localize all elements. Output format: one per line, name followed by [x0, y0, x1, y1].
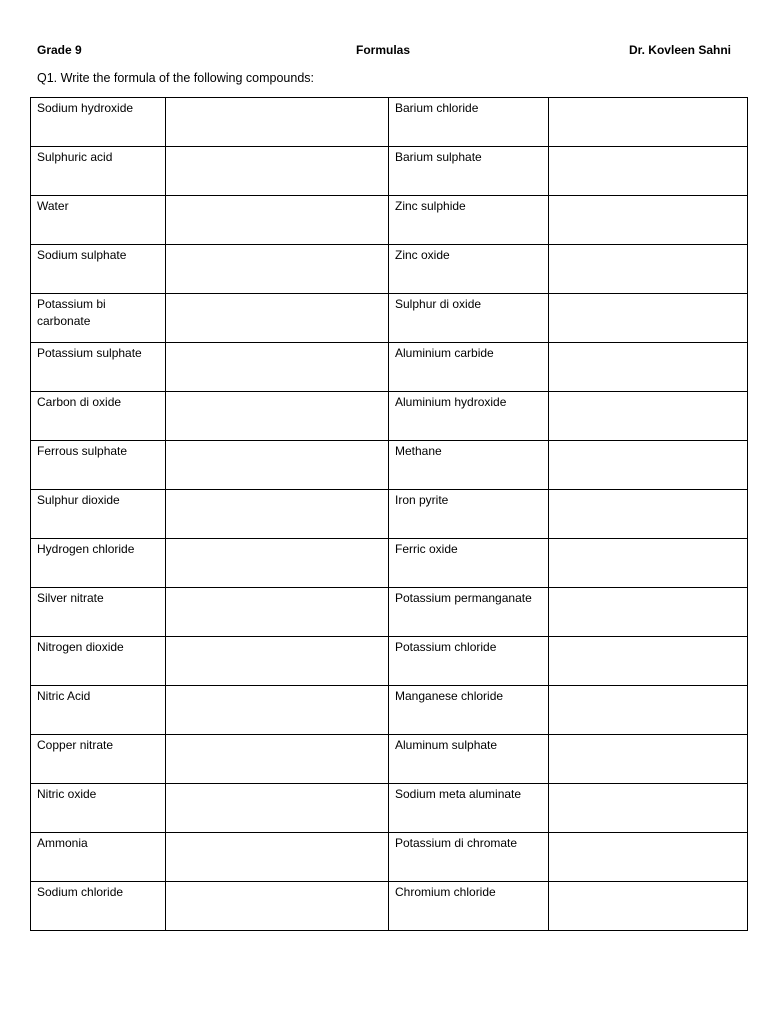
compound-name-right: Zinc oxide: [389, 245, 549, 294]
formula-answer-cell-left[interactable]: [166, 735, 389, 784]
table-row: [31, 441, 748, 490]
formula-answer-cell-right[interactable]: [549, 196, 748, 245]
formula-answer-cell-right[interactable]: [549, 735, 748, 784]
formula-answer-cell-left[interactable]: [166, 441, 389, 490]
formula-answer-cell-right[interactable]: [549, 294, 748, 343]
table-row: [31, 882, 748, 931]
formula-answer-cell-right[interactable]: [549, 686, 748, 735]
compound-name-left: Sodium chloride: [31, 882, 166, 931]
compound-name-right: Potassium chloride: [389, 637, 549, 686]
table-row: [31, 392, 748, 441]
table-row: [31, 588, 748, 637]
formula-answer-cell-left[interactable]: [166, 588, 389, 637]
compound-name-left: Potassium sulphate: [31, 343, 166, 392]
compound-name-left: Silver nitrate: [31, 588, 166, 637]
formula-answer-cell-right[interactable]: [549, 490, 748, 539]
table-row: [31, 343, 748, 392]
formula-answer-cell-right[interactable]: [549, 588, 748, 637]
formula-answer-cell-left[interactable]: [166, 147, 389, 196]
compounds-table-body: [31, 98, 748, 931]
compound-name-right: Aluminium carbide: [389, 343, 549, 392]
formula-answer-cell-left[interactable]: [166, 343, 389, 392]
compound-name-left: Carbon di oxide: [31, 392, 166, 441]
compound-name-right: Methane: [389, 441, 549, 490]
compound-name-left: Ammonia: [31, 833, 166, 882]
formula-answer-cell-right[interactable]: [549, 147, 748, 196]
compound-name-left: Nitric oxide: [31, 784, 166, 833]
formula-answer-cell-right[interactable]: [549, 392, 748, 441]
table-row: [31, 784, 748, 833]
compound-name-left: Sodium sulphate: [31, 245, 166, 294]
compound-name-right: Zinc sulphide: [389, 196, 549, 245]
formula-answer-cell-right[interactable]: [549, 98, 748, 147]
formula-answer-cell-right[interactable]: [549, 637, 748, 686]
compound-name-left: Water: [31, 196, 166, 245]
formula-answer-cell-left[interactable]: [166, 490, 389, 539]
formula-answer-cell-left[interactable]: [166, 245, 389, 294]
compounds-table: [30, 97, 748, 931]
table-row: [31, 490, 748, 539]
compound-name-right: Chromium chloride: [389, 882, 549, 931]
compound-name-right: Manganese chloride: [389, 686, 549, 735]
table-row: [31, 539, 748, 588]
formula-answer-cell-left[interactable]: [166, 196, 389, 245]
table-row: [31, 294, 748, 343]
worksheet-title: Formulas: [356, 43, 411, 57]
compound-name-right: Aluminium hydroxide: [389, 392, 549, 441]
compound-name-right: Ferric oxide: [389, 539, 549, 588]
compound-name-right: Sulphur di oxide: [389, 294, 549, 343]
grade-label: Grade 9: [37, 43, 82, 57]
formula-answer-cell-right[interactable]: [549, 784, 748, 833]
compound-name-right: Sodium meta aluminate: [389, 784, 549, 833]
compound-name-right: Barium sulphate: [389, 147, 549, 196]
formula-answer-cell-left[interactable]: [166, 539, 389, 588]
formula-answer-cell-left[interactable]: [166, 833, 389, 882]
compound-name-left: Sulphuric acid: [31, 147, 166, 196]
formula-answer-cell-left[interactable]: [166, 392, 389, 441]
table-row: [31, 245, 748, 294]
table-row: [31, 686, 748, 735]
formula-answer-cell-left[interactable]: [166, 784, 389, 833]
table-row: [31, 98, 748, 147]
table-row: [31, 196, 748, 245]
compound-name-left: Sulphur dioxide: [31, 490, 166, 539]
formula-answer-cell-right[interactable]: [549, 833, 748, 882]
question-prompt: Q1. Write the formula of the following compounds:: [37, 71, 314, 85]
formula-answer-cell-right[interactable]: [549, 343, 748, 392]
formula-answer-cell-left[interactable]: [166, 637, 389, 686]
compound-name-left: Hydrogen chloride: [31, 539, 166, 588]
compound-name-left: Nitric Acid: [31, 686, 166, 735]
table-row: [31, 833, 748, 882]
compound-name-left: Ferrous sulphate: [31, 441, 166, 490]
table-row: [31, 735, 748, 784]
compound-name-left: Nitrogen dioxide: [31, 637, 166, 686]
formula-answer-cell-left[interactable]: [166, 98, 389, 147]
formula-answer-cell-right[interactable]: [549, 441, 748, 490]
formula-answer-cell-left[interactable]: [166, 686, 389, 735]
compound-name-right: Aluminum sulphate: [389, 735, 549, 784]
author-name: Dr. Kovleen Sahni: [628, 43, 731, 57]
compound-name-right: Potassium permanganate: [389, 588, 549, 637]
compound-name-left: Sodium hydroxide: [31, 98, 166, 147]
compound-name-right: Potassium di chromate: [389, 833, 549, 882]
formula-answer-cell-left[interactable]: [166, 882, 389, 931]
compound-name-left: Copper nitrate: [31, 735, 166, 784]
formula-answer-cell-right[interactable]: [549, 539, 748, 588]
compound-name-right: Iron pyrite: [389, 490, 549, 539]
formula-answer-cell-right[interactable]: [549, 882, 748, 931]
formula-answer-cell-right[interactable]: [549, 245, 748, 294]
page-header: [37, 43, 731, 61]
formula-answer-cell-left[interactable]: [166, 294, 389, 343]
compound-name-left: Potassium bi carbonate: [31, 294, 166, 343]
compound-name-right: Barium chloride: [389, 98, 549, 147]
table-row: [31, 147, 748, 196]
table-row: [31, 637, 748, 686]
